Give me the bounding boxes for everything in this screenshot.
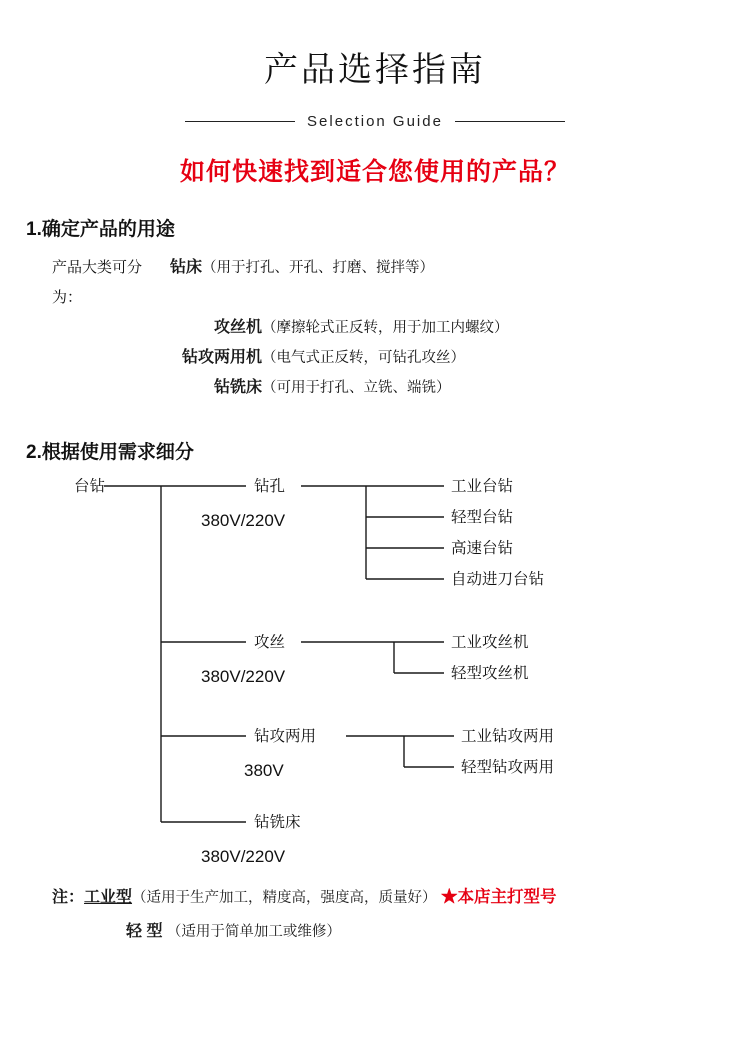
- section-usage: [26, 214, 750, 403]
- subtitle-english: Selection Guide: [307, 113, 443, 130]
- tree-leaf-0-0: 工业台钻: [451, 478, 514, 495]
- subtitle-rule-left: [185, 121, 295, 122]
- usage-desc-2: （电气式正反转，可钻孔攻丝）: [262, 350, 465, 366]
- footer-note: [52, 880, 750, 949]
- note-prefix: 注：: [52, 889, 85, 906]
- section-1-heading: 1.确定产品的用途: [26, 219, 175, 240]
- usage-item: [170, 343, 750, 373]
- page-title: 产品选择指南: [264, 51, 486, 89]
- note-type1-desc: （适用于生产加工，精度高，强度高，质量好）: [132, 890, 437, 906]
- tree-branch-voltage-3: 380V/220V: [201, 847, 286, 866]
- usage-name-3: 钻铣床: [213, 379, 262, 396]
- tree-branch-label-0: 钻孔: [254, 478, 286, 495]
- usage-item: [170, 313, 750, 343]
- tree-leaf-0-2: 高速台钻: [451, 540, 514, 557]
- note-highlight: ★本店主打型号: [440, 888, 557, 906]
- tree-root-label: 台钻: [74, 478, 106, 495]
- tree-leaf-0-3: 自动进刀台钻: [451, 571, 545, 588]
- section-categories: [26, 437, 750, 874]
- tree-leaf-2-1: 轻型钻攻两用: [461, 759, 555, 776]
- tree-branch-voltage-2: 380V: [244, 761, 284, 780]
- tree-branch-label-3: 钻铣床: [254, 814, 301, 831]
- usage-desc-0: （用于打孔、开孔、打磨、搅拌等）: [202, 260, 435, 276]
- note-line-1: [52, 880, 750, 915]
- tree-leaf-2-0: 工业钻攻两用: [461, 728, 555, 745]
- tree-leaf-1-1: 轻型攻丝机: [451, 665, 529, 682]
- note-type1-name: 工业型: [84, 889, 133, 906]
- note-line-2: [126, 915, 750, 949]
- usage-name-1: 攻丝机: [213, 319, 262, 336]
- tree-branch-voltage-0: 380V/220V: [201, 511, 286, 530]
- tree-branch-label-1: 攻丝: [254, 634, 286, 651]
- tree-leaf-1-0: 工业攻丝机: [451, 634, 529, 651]
- usage-desc-3: （可用于打孔、立铣、端铣）: [262, 380, 451, 396]
- note-type2-name: 轻 型: [126, 923, 163, 940]
- tree-connector-lines: [26, 474, 726, 874]
- usage-item: [52, 253, 750, 313]
- tree-leaf-0-1: 轻型台钻: [451, 509, 514, 526]
- usage-lead-label: 产品大类可分为：: [52, 259, 143, 306]
- usage-item: [170, 373, 750, 403]
- usage-name-2: 钻攻两用机: [181, 349, 262, 366]
- usage-list: [52, 253, 750, 403]
- usage-desc-1: （摩擦轮式正反转，用于加工内螺纹）: [262, 320, 509, 336]
- subtitle-row: [0, 113, 750, 130]
- usage-name-0: 钻床: [170, 259, 203, 276]
- subtitle-rule-right: [455, 121, 565, 122]
- note-type2-desc: （适用于简单加工或维修）: [166, 924, 341, 940]
- tree-branch-voltage-1: 380V/220V: [201, 667, 286, 686]
- section-2-heading: 2.根据使用需求细分: [26, 442, 194, 463]
- headline: 如何快速找到适合您使用的产品？: [179, 158, 570, 186]
- category-tree: [26, 474, 726, 874]
- tree-branch-label-2: 钻攻两用: [254, 728, 317, 745]
